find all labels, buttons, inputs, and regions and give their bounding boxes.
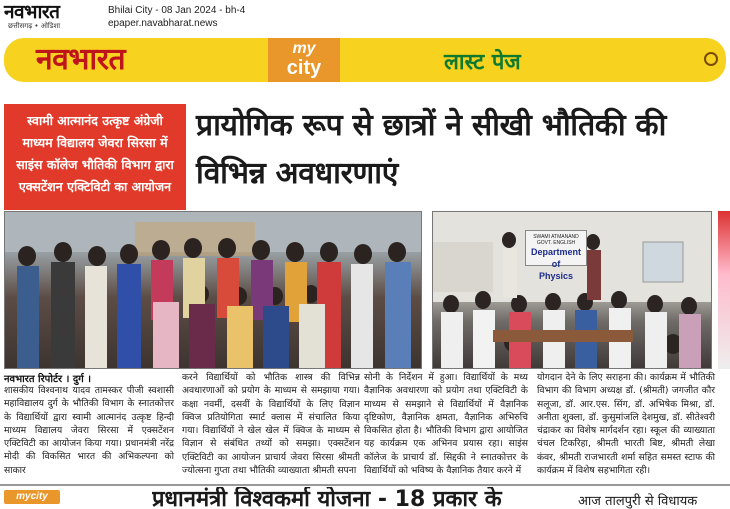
edition-info — [108, 4, 245, 30]
section-divider — [0, 484, 730, 486]
page-headline: प्रायोगिक रूप से छात्रों ने सीखी भौतिकी की विभिन्न अवधारणाएं — [196, 108, 667, 191]
navabharat-logo[interactable] — [4, 2, 100, 34]
strap-text: स्वामी आत्मानंद उत्कृष्ट अंग्रेजी माध्यम विद्यालय जेवरा सिरसा में साइंस कॉलेज भौतिकी विभाग द्वारा एक्सटेंशन एक्टिविटी का आयोजन — [16, 113, 174, 194]
next-article-headline[interactable]: प्रधानमंत्री विश्वकर्मा योजना - 18 प्रकार के — [152, 487, 502, 509]
pin-icon — [704, 52, 718, 66]
mycity-top: my — [292, 40, 316, 57]
group-photo-illustration — [5, 212, 422, 369]
masthead — [0, 0, 730, 36]
adjacent-photo-edge — [718, 211, 730, 369]
band-brand: नवभारत — [36, 42, 126, 77]
lab-photo — [432, 211, 712, 369]
strap-box — [4, 104, 186, 210]
logo-text: नवभारत — [4, 1, 60, 23]
article-column-1: शासकीय विश्वनाथ यादव तामस्कर पीजी स्वशासी महाविद्यालय दुर्ग के भौतिकी विभाग के स्नातकोत्तर के विद्यार्थियों द्वारा स्वामी आत्मानंद उत्कृष्ट हिन्दी माध्यम विद्यालय जेवरा सिरसा में एक्सटेंशन एक्टिविटी का आयोजन किया गया। प्रधानमंत्री नरेंद्र मोदी की विकसित भारत की अभिकल्पना को साकार — [4, 385, 174, 476]
bottom-mycity-badge: mycity — [4, 490, 60, 504]
edition-line: Bhilai City - 08 Jan 2024 - bh-4 — [108, 5, 246, 16]
group-photo — [4, 211, 422, 369]
byline: नवभारत रिपोर्टर । दुर्ग । — [4, 374, 92, 385]
department-board — [525, 230, 587, 281]
article-column-2: करने विद्यार्थियों को भौतिक शास्त्र की विभिन्न अवधारणाओं को प्रयोग के माध्यम से समझाया गया। कक्षा नवमीं, दसवीं के विद्यार्थियों के लिए विज्ञान क्विज प्रतियोगिता स्मार्ट क्लास में संचालित किया गया। विद्यार्थियों ने खेल खेल में क्विज के माध्यम से विज्ञान से संबंधित तथ्यों को समझा। एक्सटेंशन एक्टिविटी का आयोजन प्राचार्य जेवरा सिरसा श्रीमती ज्योत्सना गुप्ता तथा भौतिकी व्याख्याता श्रीमती सपना — [182, 372, 360, 477]
mycity-bottom: city — [286, 57, 322, 79]
logo-subtitle: छत्तीसगढ़ • ओडिशा — [8, 22, 61, 30]
article-column-3: सोनी के निर्देशन में हुआ। विद्यार्थियों के मध्य वैज्ञानिक अवधारणा को प्रयोग तथा एक्टिविटी के माध्यम से समझाने से विद्यार्थियों में वैज्ञानिक दृष्टिकोण, वैज्ञानिक क्षमता, वैज्ञानिक अभिरुचि विकसित होता है। भौतिकी विभाग द्वारा आयोजित यह कार्यक्रम एक अभिनव प्रयास रहा। साइंस कॉलेज के प्राचार्य डॉ. सिद्दकी ने स्नातकोत्तर के विद्यार्थियों को भविष्य के वैज्ञानिक तैयार करने में — [364, 372, 528, 477]
mycity-badge — [268, 38, 340, 82]
board-line3: Physics — [538, 271, 574, 281]
page-name: लास्ट पेज — [444, 50, 521, 75]
board-line1: SWAMI ATMANAND GOVT. ENGLISH — [533, 234, 579, 246]
article-column-4: योगदान देने के लिए सराहना की। कार्यक्रम में भौतिकी विभाग की विभाग अध्यक्ष डॉ. (श्रीमती) जगजीत कौर सलूजा, डॉ. आर.एस. सिंग, डॉ. अभिषेक मिश्रा, डॉ. अनीता शुक्ला, डॉ. कुसुमांजलि देशमुख, डॉ. सीतेश्वरी चंद्राकर का विशेष मार्गदर्शन रहा। स्कूल की व्याख्याता चंचल टिकरिहा, श्रीमती भारती बिष्ट, श्रीमती लेखा कंवर, श्रीमती राजभारती शर्मा सहित समस्त स्टाफ की कार्यक्रम में विशेष सहभागिता रही। — [537, 372, 715, 477]
epaper-url[interactable]: epaper.navabharat.news — [108, 18, 218, 29]
next-article-right[interactable]: आज तालपुरी से विधायक — [578, 494, 698, 509]
section-band — [4, 38, 726, 82]
board-line2: Department of — [530, 247, 581, 269]
